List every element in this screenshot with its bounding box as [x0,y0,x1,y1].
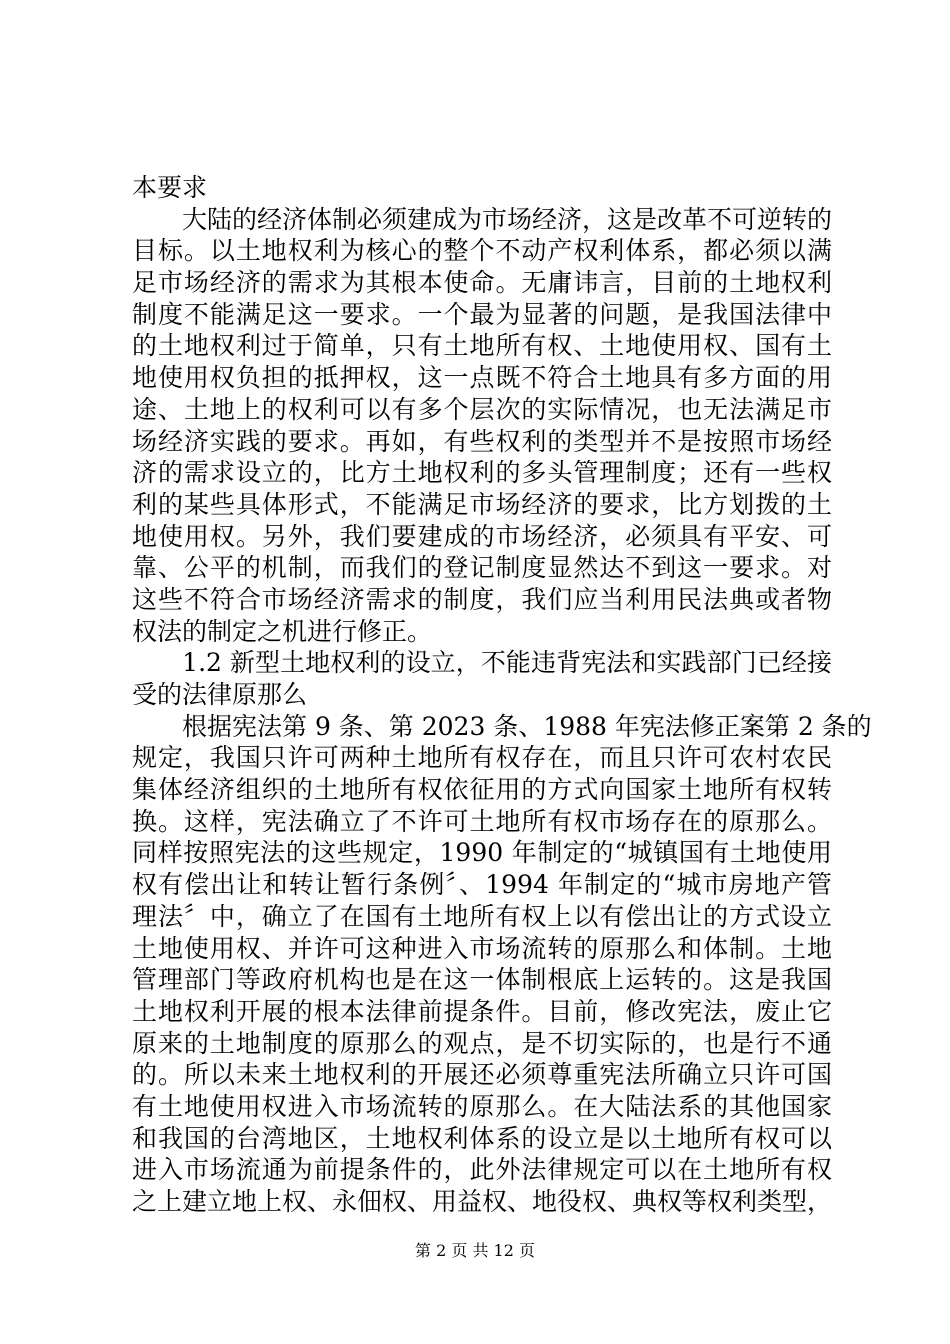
text-line: 济的需求设立的，比方土地权利的多头管理制度；还有一些权 [132,458,832,488]
text-line: 目标。以土地权利为核心的整个不动产权利体系，都必须以满 [132,236,832,266]
text-line: 本要求 [132,173,208,202]
text-line: 足市场经济的需求为其根本使命。无庸讳言，目前的土地权利 [132,268,832,298]
body-text [132,172,872,1218]
text-line: 靠、公平的机制，而我们的登记制度显然达不到这一要求。对 [132,553,832,583]
text-line: 的。所以未来土地权利的开展还必须尊重宪法所确立只许可国 [132,1060,832,1090]
text-line: 换。这样，宪法确立了不许可土地所有权市场存在的原那么。 [132,806,832,836]
text-line: 之上建立地上权、永佃权、用益权、地役权、典权等权利类型， [132,1187,833,1216]
page-footer: 第 2 页 共 12 页 [415,1241,535,1260]
text-line: 的土地权利过于简单，只有土地所有权、土地使用权、国有土 [132,331,832,361]
text-line: 有土地使用权进入市场流转的原那么。在大陆法系的其他国家 [132,1091,832,1121]
text-line: 地使用权。另外，我们要建成的市场经济，必须具有平安、可 [132,521,832,551]
text-line: 大陆的经济体制必须建成为市场经济，这是改革不可逆转的 [132,204,833,234]
text-line: 和我国的台湾地区，土地权利体系的设立是以土地所有权可以 [132,1123,832,1153]
text-line: 制度不能满足这一要求。一个最为显著的问题，是我国法律中 [132,299,832,329]
text-line: 权有偿出让和转让暂行条例〞、1994 年制定的“城市房地产管 [132,870,832,900]
text-line: 原来的土地制度的原那么的观点，是不切实际的，也是行不通 [132,1028,832,1058]
text-line: 理法〞中，确立了在国有土地所有权上以有偿出让的方式设立 [132,901,832,931]
text-line: 利的某些具体形式，不能满足市场经济的要求，比方划拨的土 [132,489,832,519]
text-line: 地使用权负担的抵押权，这一点既不符合土地具有多方面的用 [132,363,832,393]
text-line: 途、土地上的权利可以有多个层次的实际情况，也无法满足市 [132,394,832,424]
text-line: 受的法律原那么 [132,680,308,709]
text-line: 1.2 新型土地权利的设立，不能违背宪法和实践部门已经接 [132,648,832,678]
text-line: 场经济实践的要求。再如，有些权利的类型并不是按照市场经 [132,426,832,456]
text-line: 集体经济组织的土地所有权依征用的方式向国家土地所有权转 [132,775,832,805]
text-line: 进入市场流通为前提条件的，此外法律规定可以在土地所有权 [132,1155,832,1185]
text-line: 权法的制定之机进行修正。 [132,616,433,646]
text-line: 土地使用权、并许可这种进入市场流转的原那么和体制。土地 [132,933,832,963]
text-line: 土地权利开展的根本法律前提条件。目前，修改宪法，废止它 [132,996,832,1026]
text-line: 根据宪法第 9 条、第 2023 条、1988 年宪法修正案第 2 条的 [132,711,872,741]
text-line: 管理部门等政府机构也是在这一体制根底上运转的。这是我国 [132,965,832,995]
text-line: 规定，我国只许可两种土地所有权存在，而且只许可农村农民 [132,743,832,773]
text-line: 同样按照宪法的这些规定，1990 年制定的“城镇国有土地使用 [132,838,832,868]
text-line: 这些不符合市场经济需求的制度，我们应当利用民法典或者物 [132,584,832,614]
